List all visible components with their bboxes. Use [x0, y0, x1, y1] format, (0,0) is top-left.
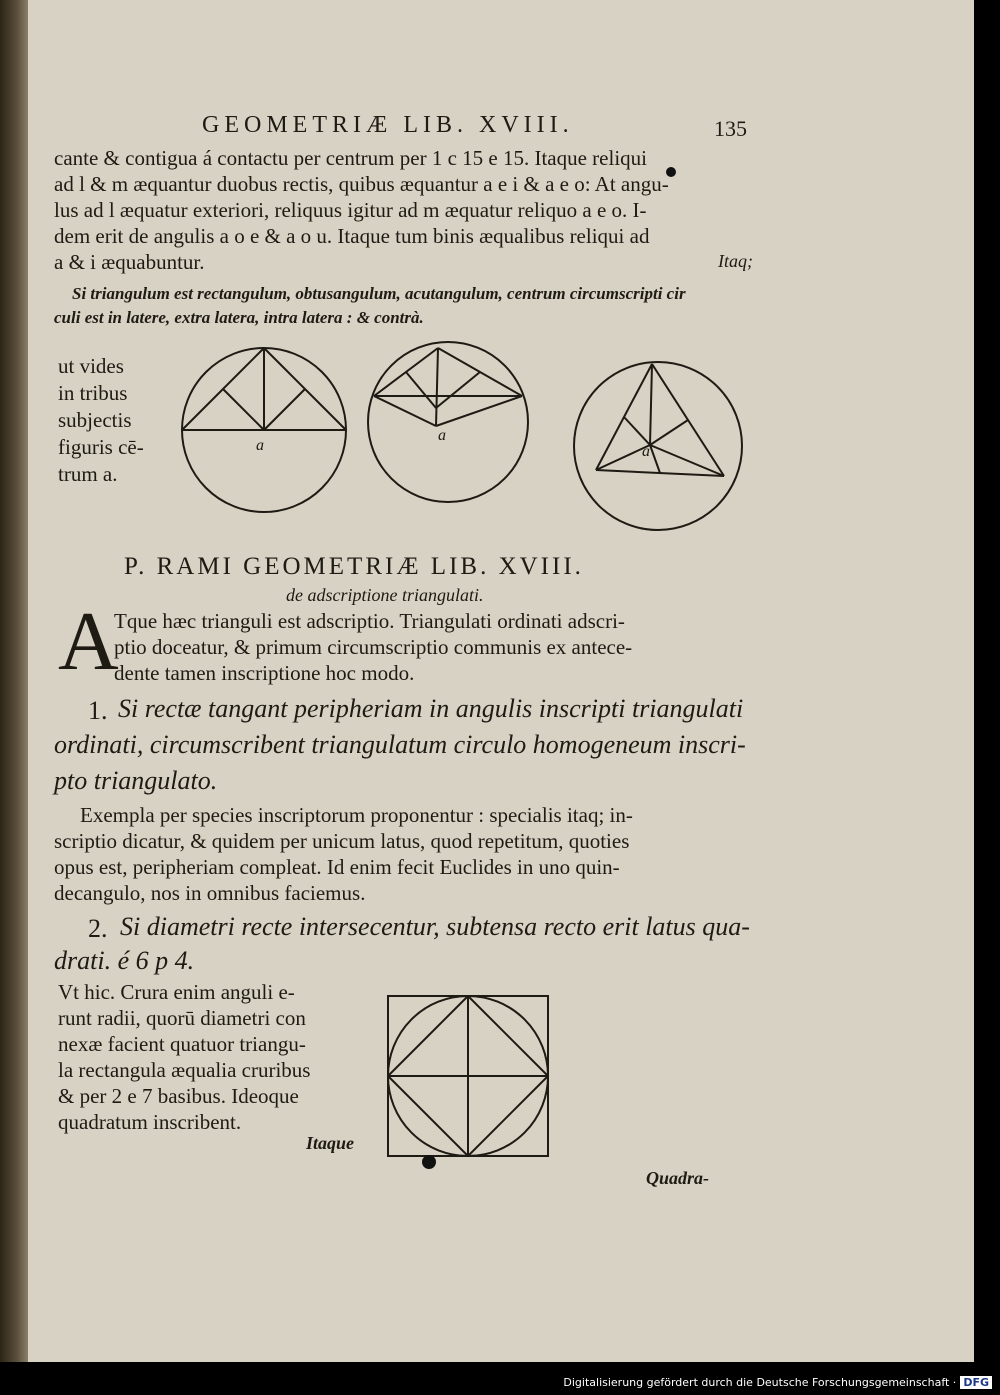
text-line: a & i æquabuntur. — [54, 250, 205, 274]
caption-line: figuris cē- — [58, 435, 144, 459]
ink-blot — [422, 1155, 436, 1169]
proposition-line: Si diametri recte intersecentur, subtensa recto erit latus qua- — [120, 912, 750, 941]
text-line: quadratum inscribent. — [58, 1110, 242, 1134]
text-line: & per 2 e 7 basibus. Ideoque — [58, 1084, 299, 1108]
proposition-number: 2. — [88, 914, 108, 943]
text-line: Tque hæc trianguli est adscriptio. Triangulati ordinati adscri- — [114, 609, 625, 633]
drop-cap: A — [58, 595, 119, 688]
text-line: scriptio dicatur, & quidem per unicum latus, quod repetitum, quoties — [54, 829, 630, 853]
running-head: GEOMETRIÆ LIB. XVIII. — [202, 112, 574, 138]
proposition-line: Si rectæ tangant peripheriam in angulis inscripti triangulati — [118, 694, 744, 723]
dfg-logo: DFG — [960, 1376, 992, 1389]
caption-line: in tribus — [58, 381, 128, 405]
center-label: a — [642, 443, 650, 460]
text-line: dem erit de angulis a o e & a o u. Itaque tum binis æqualibus reliqui ad — [54, 224, 650, 248]
catchword: Itaq; — [718, 251, 753, 271]
book-spine — [0, 0, 28, 1362]
text-line: dente tamen inscriptione hoc modo. — [114, 661, 415, 685]
footer-text: Digitalisierung gefördert durch die Deutsche Forschungsgemeinschaft · — [563, 1376, 957, 1389]
section-title: P. RAMI GEOMETRIÆ LIB. XVIII. — [124, 553, 584, 580]
text-line: Exempla per species inscriptorum proponentur : specialis itaq; in- — [80, 803, 633, 827]
bottom-catchword: Quadra- — [646, 1168, 710, 1188]
proposition-line: pto triangulato. — [54, 766, 218, 795]
text-line: decangulo, nos in omnibus faciemus. — [54, 881, 366, 905]
text-line: lus ad l æquatur exteriori, reliquus igitur ad m æquatur reliquo a e o. I- — [54, 198, 647, 222]
page-number: 135 — [714, 116, 747, 141]
catchword: Itaque — [306, 1133, 355, 1153]
proposition-line: ordinati, circumscribent triangulatum circulo homogeneum inscri- — [54, 730, 746, 759]
text-line: la rectangula æqualia cruribus — [58, 1058, 311, 1082]
book-page — [28, 0, 974, 1362]
figure-inscribed-square — [384, 992, 554, 1162]
text-line: runt radii, quorū diametri con — [58, 1006, 306, 1030]
text-line: nexæ facient quatuor triangu- — [58, 1032, 306, 1056]
figure-acute-triangle — [568, 360, 748, 535]
proposition-line: drati. é 6 p 4. — [54, 946, 195, 975]
text-line: ptio doceatur, & primum circumscriptio communis ex antece- — [114, 635, 633, 659]
caption-line: ut vides — [58, 354, 124, 378]
center-label: a — [256, 437, 264, 454]
caption-line: trum a. — [58, 462, 118, 486]
text-line: Vt hic. Crura enim anguli e- — [58, 980, 295, 1004]
text-line: ad l & m æquantur duobus rectis, quibus æquantur a e i & a e o: At angu- — [54, 172, 669, 196]
section-subtitle: de adscriptione triangulati. — [286, 585, 484, 605]
theorem-line: culi est in latere, extra latera, intra latera : & contrà. — [54, 308, 424, 327]
footer-credit — [563, 1376, 992, 1389]
figure-right-triangle — [168, 338, 368, 518]
figure-obtuse-triangle — [366, 340, 536, 510]
theorem-line: Si triangulum est rectangulum, obtusangulum, acutangulum, centrum circumscripti cir — [72, 284, 686, 303]
proposition-number: 1. — [88, 696, 108, 725]
text-line: opus est, peripheriam compleat. Id enim fecit Euclides in uno quin- — [54, 855, 620, 879]
caption-line: subjectis — [58, 408, 132, 432]
center-label: a — [438, 427, 446, 444]
text-line: cante & contigua á contactu per centrum per 1 c 15 e 15. Itaque reliqui — [54, 146, 648, 170]
